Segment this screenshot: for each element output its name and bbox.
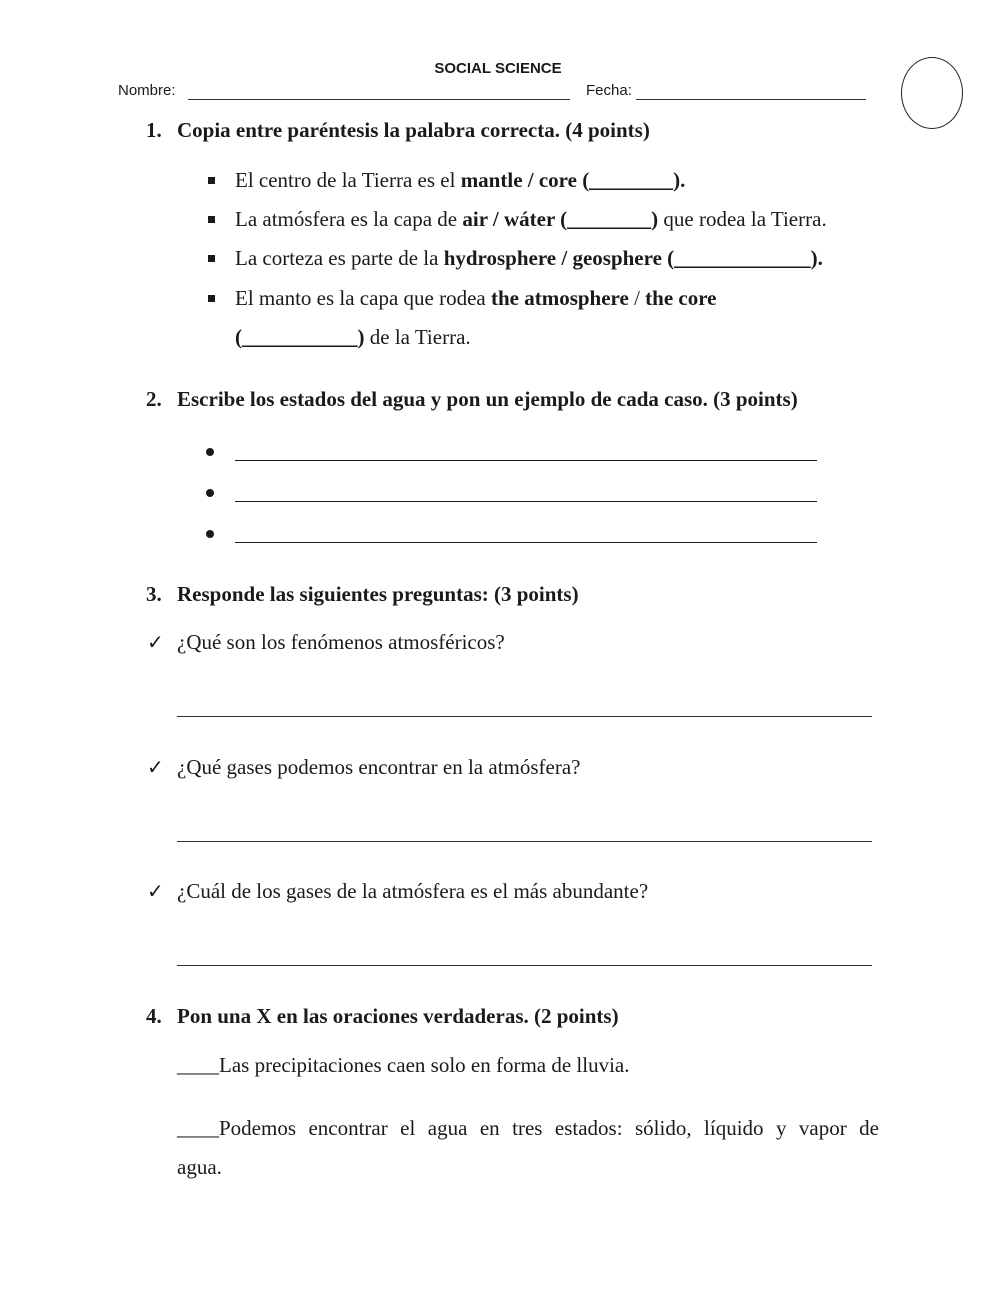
true-false-blank[interactable]: ____: [177, 1053, 219, 1077]
answer-line[interactable]: [177, 841, 872, 842]
q4-statement-1[interactable]: ____Las precipitaciones caen solo en forma de lluvia.: [177, 1053, 630, 1077]
page-title: SOCIAL SCIENCE: [434, 60, 562, 77]
grade-circle: [901, 57, 963, 129]
checkmark-icon: ✓: [147, 755, 164, 779]
q2-number: 2.: [146, 387, 162, 411]
square-bullet-icon: [208, 255, 215, 262]
answer-line[interactable]: [177, 716, 872, 717]
name-label: Nombre:: [118, 82, 176, 99]
true-false-blank[interactable]: ____: [177, 1116, 219, 1140]
square-bullet-icon: [208, 295, 215, 302]
q1-item-4: El manto es la capa que rodea the atmosphere / the core: [235, 286, 717, 310]
name-field-line[interactable]: [188, 99, 570, 100]
date-field-line[interactable]: [636, 99, 866, 100]
q1-item-3: La corteza es parte de la hydrosphere / geosphere (_____________).: [235, 246, 823, 270]
q4-title: Pon una X en las oraciones verdaderas. (2 points): [177, 1004, 619, 1028]
answer-line[interactable]: [235, 460, 817, 461]
q4-number: 4.: [146, 1004, 162, 1028]
q3-question-3: ¿Cuál de los gases de la atmósfera es el más abundante?: [177, 879, 649, 903]
q1-item-4-cont: (___________) de la Tierra.: [235, 325, 471, 349]
dot-bullet-icon: [206, 448, 214, 456]
q3-number: 3.: [146, 582, 162, 606]
square-bullet-icon: [208, 216, 215, 223]
q1-title: Copia entre paréntesis la palabra correcta. (4 points): [177, 118, 650, 142]
q4-statement-2-cont: agua.: [177, 1155, 222, 1179]
answer-line[interactable]: [235, 542, 817, 543]
q1-number: 1.: [146, 118, 162, 142]
q4-statement-2[interactable]: ____Podemos encontrar el agua en tres estados: sólido, líquido y vapor de: [177, 1116, 879, 1140]
q2-title: Escribe los estados del agua y pon un ejemplo de cada caso. (3 points): [177, 387, 798, 411]
answer-line[interactable]: [177, 965, 872, 966]
checkmark-icon: ✓: [147, 630, 164, 654]
dot-bullet-icon: [206, 489, 214, 497]
q3-question-1: ¿Qué son los fenómenos atmosféricos?: [177, 630, 505, 654]
q3-title: Responde las siguientes preguntas: (3 points): [177, 582, 579, 606]
square-bullet-icon: [208, 177, 215, 184]
checkmark-icon: ✓: [147, 879, 164, 903]
q3-question-2: ¿Qué gases podemos encontrar en la atmósfera?: [177, 755, 581, 779]
date-label: Fecha:: [586, 82, 632, 99]
q1-item-2: La atmósfera es la capa de air / wáter (________) que rodea la Tierra.: [235, 207, 827, 231]
dot-bullet-icon: [206, 530, 214, 538]
answer-line[interactable]: [235, 501, 817, 502]
q1-item-1: El centro de la Tierra es el mantle / core (________).: [235, 168, 686, 192]
